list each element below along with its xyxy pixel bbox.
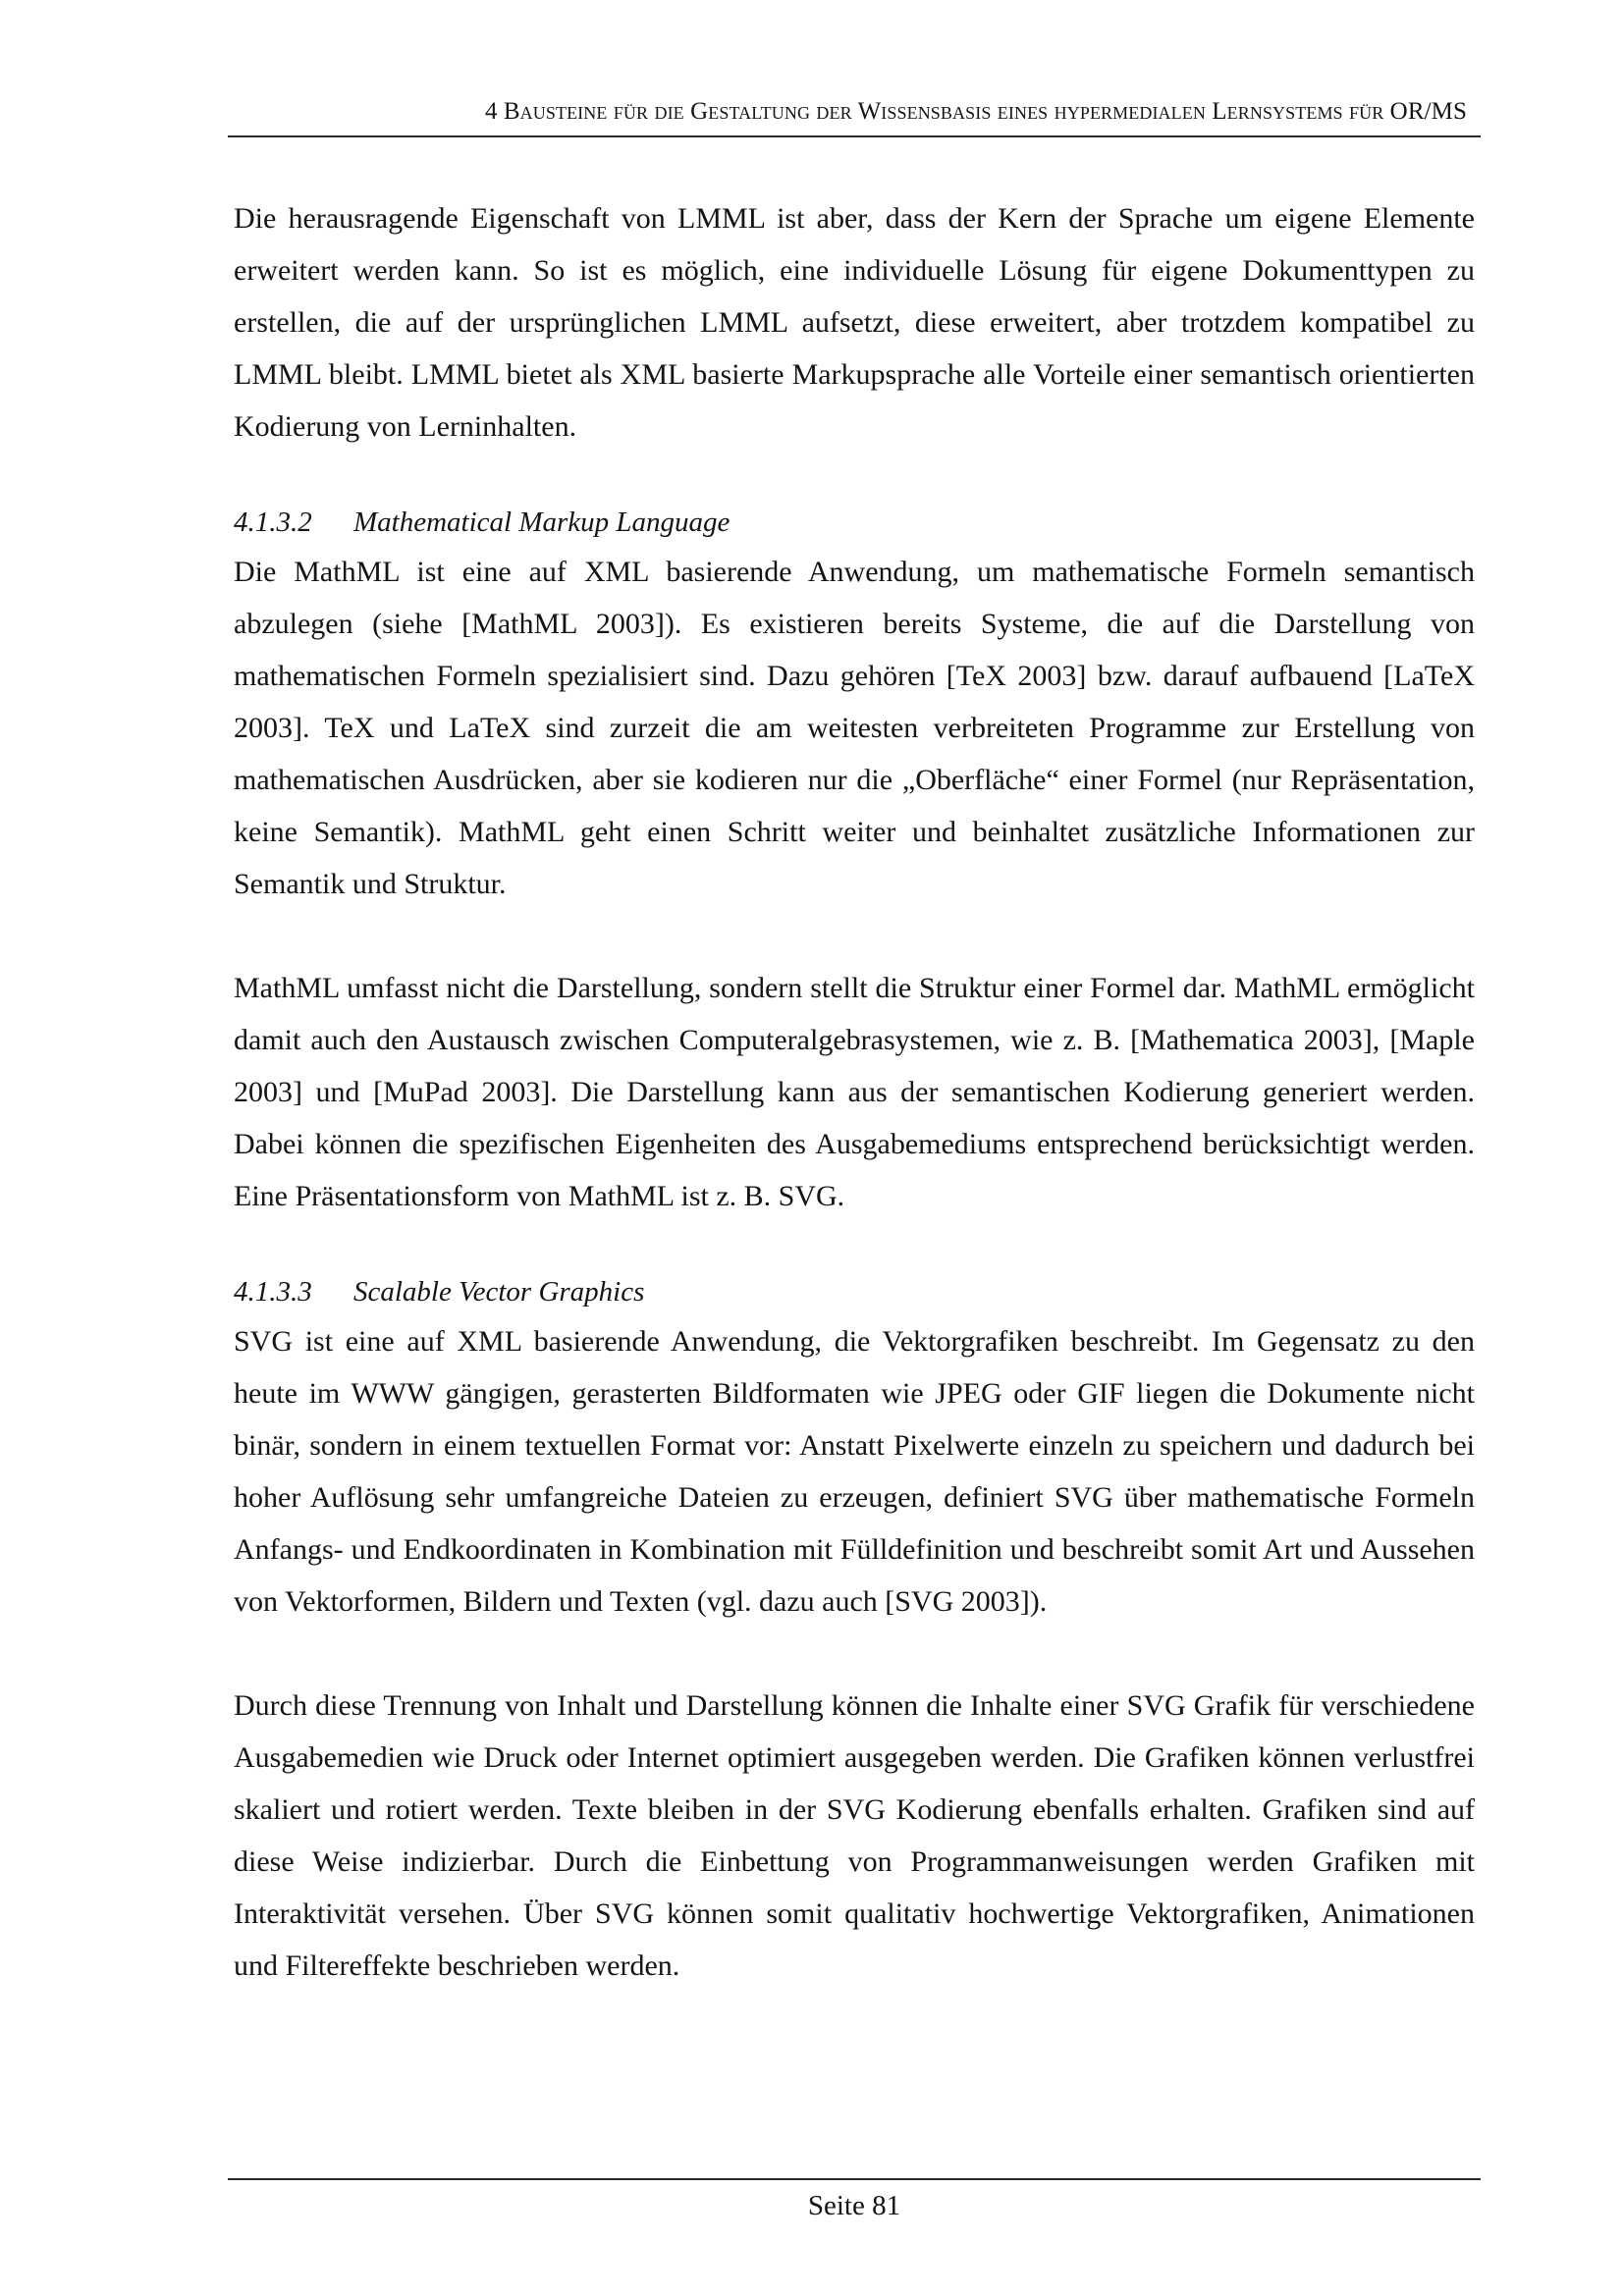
section-title: Scalable Vector Graphics	[353, 1276, 645, 1308]
running-header-title: 4 Bausteine für die Gestaltung der Wissensbasis eines hypermedialen Lernsystems für OR/MS	[484, 98, 1467, 125]
section-number: 4.1.3.2	[234, 507, 312, 538]
paragraph-lmml-extension: Die herausragende Eigenschaft von LMML ist aber, dass der Kern der Sprache um eigene Elemente erweitert werden kann. So ist es möglich, eine individuelle Lösung für eigene Dokumenttypen zu erstellen, die auf der ursprünglichen LMML aufsetzt, diese erweitert, aber trotzdem kompatibel zu LMML bleibt. LMML bietet als XML basierte Markupsprache alle Vorteile einer semantisch orientierten Kodierung von Lerninhalten.	[234, 202, 1475, 443]
section-title: Mathematical Markup Language	[353, 507, 730, 538]
section-number: 4.1.3.3	[234, 1276, 312, 1308]
paragraph-svg-intro: SVG ist eine auf XML basierende Anwendung, die Vektorgrafiken beschreibt. Im Gegensatz zu den heute im WWW gängigen, gerasterten Bildformaten wie JPEG oder GIF liegen die Dokumente nicht binär, sondern in einem textuellen Format vor: Anstatt Pixelwerte einzeln zu speichern und dadurch bei hoher Auflösung sehr umfangreiche Dateien zu erzeugen, definiert SVG über mathematische Formeln Anfangs- und Endkoordinaten in Kombination mit Fülldefinition und beschreibt somit Art und Aussehen von Vektorformen, Bildern und Texten (vgl. dazu auch [SVG 2003]).	[234, 1325, 1475, 1618]
page-body	[234, 192, 1475, 1992]
paragraph-svg-separation: Durch diese Trennung von Inhalt und Darstellung können die Inhalte einer SVG Grafik für verschiedene Ausgabemedien wie Druck oder Internet optimiert ausgegeben werden. Die Grafiken können verlustfrei skaliert und rotiert werden. Texte bleiben in der SVG Kodierung ebenfalls erhalten. Grafiken sind auf diese Weise indizierbar. Durch die Einbettung von Programmanweisungen werden Grafiken mit Interaktivität versehen. Über SVG können somit qualitativ hochwertige Vektorgrafiken, Animationen und Filtereffekte beschrieben werden.	[234, 1689, 1475, 1982]
section-heading-mathml	[234, 502, 1475, 543]
running-header	[228, 94, 1481, 137]
section-heading-svg	[234, 1271, 1475, 1312]
paragraph-mathml-structure: MathML umfasst nicht die Darstellung, sondern stellt die Struktur einer Formel dar. MathML ermöglicht damit auch den Austausch zwischen Computeralgebrasystemen, wie z. B. [Mathematica 2003], [Maple 2003] und [MuPad 2003]. Die Darstellung kann aus der semantischen Kodierung generiert werden. Dabei können die spezifischen Eigenheiten des Ausgabemediums entsprechend berücksichtigt werden. Eine Präsentationsform von MathML ist z. B. SVG.	[234, 972, 1475, 1212]
page-footer	[228, 2178, 1481, 2222]
paragraph-mathml-intro: Die MathML ist eine auf XML basierende Anwendung, um mathematische Formeln semantisch abzulegen (siehe [MathML 2003]). Es existieren bereits Systeme, die auf die Darstellung von mathematischen Formeln spezialisiert sind. Dazu gehören [TeX 2003] bzw. darauf aufbauend [LaTeX 2003]. TeX und LaTeX sind zurzeit die am weitesten verbreiteten Programme zur Erstellung von mathematischen Ausdrücken, aber sie kodieren nur die „Oberfläche“ einer Formel (nur Repräsentation, keine Semantik). MathML geht einen Schritt weiter und beinhaltet zusätzliche Informationen zur Semantik und Struktur.	[234, 556, 1475, 900]
page-number: Seite 81	[807, 2190, 901, 2221]
